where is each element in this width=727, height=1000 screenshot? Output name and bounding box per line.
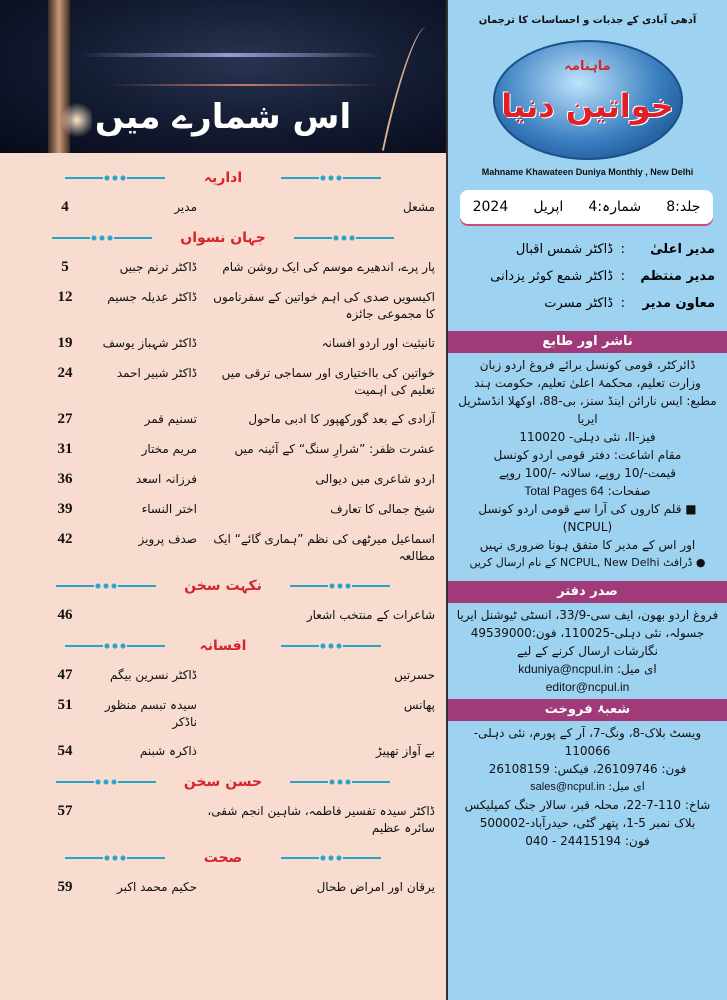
toc-entry[interactable] bbox=[0, 253, 446, 283]
page-number: 5 bbox=[61, 259, 69, 275]
article-author: ڈاکٹر ترنم جبیں bbox=[119, 260, 197, 274]
toc-entry[interactable] bbox=[0, 495, 446, 525]
article-author: تسنیم قمر bbox=[144, 412, 197, 426]
head-office-heading: صدر دفتر bbox=[448, 581, 727, 603]
draft-note: ● ڈرافٹ NCPUL, New Delhi کے نام ارسال کریں bbox=[469, 556, 706, 569]
ornament-divider bbox=[290, 585, 390, 587]
article-title: شیخ جمالی کا تعارف bbox=[330, 502, 435, 516]
section-label: نکہت سخن bbox=[184, 578, 262, 594]
ornament-divider bbox=[281, 177, 381, 179]
toc-entry[interactable] bbox=[0, 661, 446, 691]
branch-line: فون: 24415194 - 040 bbox=[525, 834, 650, 848]
page-number: 39 bbox=[57, 501, 73, 517]
editor-row bbox=[448, 263, 727, 290]
page-number: 36 bbox=[57, 471, 73, 487]
page-number: 47 bbox=[57, 667, 73, 683]
toc-entry[interactable] bbox=[0, 193, 446, 223]
article-title: شاعرات کے منتخب اشعار bbox=[306, 608, 435, 622]
ornament-divider bbox=[56, 585, 156, 587]
editor-role: مدیر منتظم bbox=[640, 268, 715, 284]
publisher-line: مقام اشاعت: دفتر قومی اردو کونسل bbox=[493, 448, 682, 462]
publisher-line: ڈائرکٹر، قومی کونسل برائے فروغ اردو زبان bbox=[479, 358, 696, 372]
toc-entry[interactable] bbox=[0, 601, 446, 631]
light-streak bbox=[110, 84, 380, 86]
page-number: 19 bbox=[57, 335, 73, 351]
article-title: پھانس bbox=[403, 698, 435, 712]
article-author: ڈاکٹر نسرین بیگم bbox=[110, 668, 197, 682]
issue-number: شمارہ:4 bbox=[588, 199, 642, 215]
address-line: جسولہ، نئی دہلی-110025، فون:49539000 bbox=[470, 626, 705, 640]
publisher-line: قیمت-/10 روپے، سالانہ -/100 روپے bbox=[499, 466, 676, 480]
article-author: ذاکرہ شبنم bbox=[139, 744, 197, 758]
volume: جلد:8 bbox=[666, 199, 701, 215]
page-number: 31 bbox=[57, 441, 73, 457]
address-line: نگارشات ارسال کرنے کے لیے bbox=[517, 644, 658, 658]
editor-name: ڈاکٹر مسرت bbox=[544, 295, 613, 311]
article-author: اختر النساء bbox=[141, 502, 197, 516]
article-title: مشعل bbox=[402, 200, 435, 214]
sales-info bbox=[448, 721, 727, 853]
section-header bbox=[0, 223, 446, 253]
separator: : bbox=[620, 241, 625, 257]
article-title: ڈاکٹر سیدہ تفسیر فاطمہ، شاہین انجم شفی، سائرہ عظیم bbox=[207, 804, 435, 835]
email-label: ای میل: bbox=[608, 780, 645, 793]
address-line: ویسٹ بلاک-8، ونگ-7، آر کے پورم، نئی دہلی- 110066 bbox=[473, 726, 702, 758]
article-title: اردو شاعری میں دیوالی bbox=[315, 472, 435, 486]
article-title: خواتین کی بااختیاری اور سماجی ترقی میں تعلیم کی اہمیت bbox=[221, 366, 435, 397]
branch-line: شاخ: 110-7-22، محلہ قبر، سالار جنگ کمپلیکس bbox=[464, 798, 711, 812]
toc-entry[interactable] bbox=[0, 329, 446, 359]
email-link[interactable]: editor@ncpul.in bbox=[545, 680, 630, 694]
ornament-divider bbox=[281, 645, 381, 647]
toc-entry[interactable] bbox=[0, 873, 446, 903]
separator: : bbox=[620, 295, 625, 311]
article-title: اسماعیل میرٹھی کی نظم ”ہماری گائے“ ایک مطالعہ bbox=[213, 532, 435, 563]
pages-line: صفحات: Total Pages 64 bbox=[524, 484, 651, 498]
publisher-info bbox=[448, 353, 727, 575]
article-title: یرقان اور امراض طحال bbox=[316, 880, 435, 894]
page-number: 24 bbox=[57, 365, 73, 381]
toc-entry[interactable] bbox=[0, 525, 446, 571]
logo-name: خواتین دنیا bbox=[501, 87, 674, 125]
article-title: حسرتیں bbox=[394, 668, 435, 682]
page-number: 4 bbox=[61, 199, 69, 215]
article-author: فرزانہ اسعد bbox=[135, 472, 197, 486]
article-author: مدیر bbox=[174, 200, 197, 214]
ornament-divider bbox=[52, 237, 152, 239]
page-number: 51 bbox=[57, 697, 73, 713]
page-number: 27 bbox=[57, 411, 73, 427]
page-title: اس شمارے میں bbox=[94, 97, 352, 137]
article-title: بے آواز تھپیڑ bbox=[376, 744, 435, 758]
editor-name: ڈاکٹر شمس اقبال bbox=[515, 241, 613, 257]
disclaimer-1: ■ قلم کاروں کی آرا سے قومی اردو کونسل (NCPUL) bbox=[478, 502, 697, 534]
publisher-line: فیز-II، نئی دہلی- 110020 bbox=[519, 430, 656, 444]
ornament-divider bbox=[65, 857, 165, 859]
page-number: 12 bbox=[57, 289, 73, 305]
disclaimer-2: اور اس کے مدیر کا متفق ہونا ضروری نہیں bbox=[479, 538, 696, 552]
toc-entry[interactable] bbox=[0, 797, 446, 843]
article-author: ڈاکٹر عدیلہ جسیم bbox=[107, 290, 197, 304]
toc-entry[interactable] bbox=[0, 737, 446, 767]
editor-row bbox=[448, 236, 727, 263]
page-number: 59 bbox=[57, 879, 73, 895]
page-number: 42 bbox=[57, 531, 73, 547]
ornament-divider bbox=[56, 781, 156, 783]
ornament-divider bbox=[294, 237, 394, 239]
section-label: صحت bbox=[203, 850, 243, 866]
article-author: ڈاکٹر شبیر احمد bbox=[116, 366, 197, 380]
separator: : bbox=[620, 268, 625, 284]
ornament-divider bbox=[281, 857, 381, 859]
toc-entry[interactable] bbox=[0, 283, 446, 329]
article-title: تانیثیت اور اردو افسانہ bbox=[321, 336, 435, 350]
toc-entry[interactable] bbox=[0, 465, 446, 495]
article-author: مریم مختار bbox=[141, 442, 197, 456]
branch-line: بلاک نمبر 5-1، پتھر گٹی، حیدرآباد-500002 bbox=[479, 816, 696, 830]
contents-list bbox=[0, 163, 446, 903]
section-label: جہان نسواں bbox=[180, 230, 266, 246]
email-label: ای میل: bbox=[617, 662, 657, 676]
page-number: 57 bbox=[57, 803, 73, 819]
issue-month: اپریل bbox=[533, 199, 564, 215]
editor-name: ڈاکٹر شمع کوثر یزدانی bbox=[490, 268, 613, 284]
article-title: اکیسویں صدی کی اہم خواتین کے سفرناموں کا مجموعی جائزہ bbox=[213, 290, 435, 321]
editor-row bbox=[448, 290, 727, 317]
editors-list bbox=[448, 236, 727, 317]
article-author: سیدہ تبسم منظور ناڈکر bbox=[104, 698, 197, 729]
head-office-info bbox=[448, 603, 727, 699]
ornament-divider bbox=[290, 781, 390, 783]
page-number: 54 bbox=[57, 743, 73, 759]
phone-line: فون: 26109746، فیکس: 26108159 bbox=[488, 762, 687, 776]
magazine-logo bbox=[448, 0, 727, 190]
address-line: فروغ اردو بھون، ایف سی-33/9، انسٹی ٹیوشنل ایریا bbox=[456, 608, 719, 622]
light-streak bbox=[80, 53, 380, 57]
toc-entry[interactable] bbox=[0, 359, 446, 405]
article-title: پار پرے، اندھیرے موسم کی ایک روشن شام bbox=[222, 260, 435, 274]
publisher-line: مطبع: ایس نارائن اینڈ سنز، بی-88، اوکھلا انڈسٹریل ایریا bbox=[458, 394, 717, 426]
editor-role: مدیر اعلیٰ bbox=[650, 241, 715, 257]
section-header bbox=[0, 571, 446, 601]
section-header bbox=[0, 631, 446, 661]
toc-entry[interactable] bbox=[0, 691, 446, 737]
section-header bbox=[0, 163, 446, 193]
publisher-heading: ناشر اور طابع bbox=[448, 331, 727, 353]
page-number: 46 bbox=[57, 607, 73, 623]
email-link[interactable]: sales@ncpul.in bbox=[530, 781, 605, 793]
toc-entry[interactable] bbox=[0, 435, 446, 465]
ornament-divider bbox=[65, 177, 165, 179]
section-label: اداریہ bbox=[203, 170, 243, 186]
article-author: ڈاکٹر شہباز یوسف bbox=[102, 336, 197, 350]
article-author: صدف پرویز bbox=[138, 532, 197, 546]
email-link[interactable]: kduniya@ncpul.in bbox=[518, 662, 614, 676]
logo-english: Mahname Khawateen Duniya Monthly , New Delhi bbox=[481, 167, 694, 177]
toc-entry[interactable] bbox=[0, 405, 446, 435]
article-title: آزادی کے بعد گورکھپور کا ادبی ماحول bbox=[248, 412, 435, 426]
article-title: عشرت ظفر: ”شرارِ سنگ“ کے آئینہ میں bbox=[234, 442, 435, 456]
section-header bbox=[0, 767, 446, 797]
ornament-divider bbox=[65, 645, 165, 647]
editor-role: معاون مدیر bbox=[642, 295, 715, 311]
issue-info-box bbox=[460, 190, 713, 224]
publisher-line: وزارت تعلیم، محکمۂ اعلیٰ تعلیم، حکومت ہند bbox=[474, 376, 701, 390]
section-label: حسن سخن bbox=[183, 774, 263, 790]
logo-tagline: آدھی آبادی کے جذبات و احساسات کا ترجمان bbox=[478, 15, 697, 26]
section-header bbox=[0, 843, 446, 873]
article-author: حکیم محمد اکبر bbox=[117, 880, 197, 894]
sales-heading: شعبۂ فروخت bbox=[448, 699, 727, 721]
masthead-panel bbox=[448, 0, 727, 1000]
header-banner bbox=[0, 0, 446, 153]
logo-monthly: ماہنامہ bbox=[564, 59, 611, 74]
section-label: افسانہ bbox=[199, 638, 247, 654]
issue-year: 2024 bbox=[472, 199, 509, 215]
